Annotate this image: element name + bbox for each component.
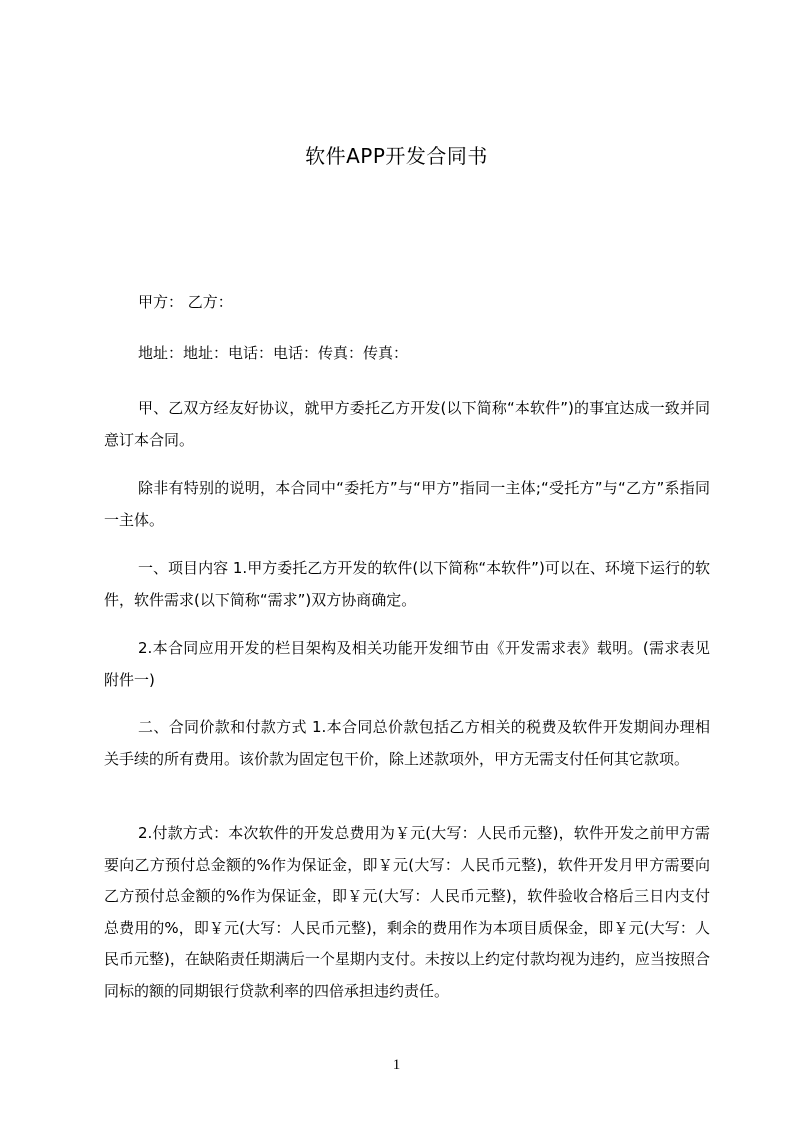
parties-line: 甲方： 乙方： xyxy=(138,293,233,311)
page-number: 1 xyxy=(392,1057,401,1073)
intro-paragraph: 甲、乙双方经友好协议，就甲方委托乙方开发(以下简称“本软件”)的事宜达成一致并同意订本合同。 xyxy=(104,399,710,449)
clause-payment-method: 2.付款方式：本次软件的开发总费用为￥元(大写：人民币元整)，软件开发之前甲方需要向乙方预付总金额的%作为保证金，即￥元(大写：人民币元整)，软件开发月甲方需要向乙方预付总金额的%作为保证金，即￥元(大写：人民币元整)，软件验收合格后三日内支付总费用的%，即￥元(大写：人民币元整)，剩余的费用作为本项目质保金，即￥元(大写：人民币元整)，在缺陷责任期满后一个星期内支付。未按以上约定付款均视为违约，应当按照合同标的额的同期银行贷款利率的四倍承担违约责任。 xyxy=(104,824,710,1000)
clause-development-details: 2.本合同应用开发的栏目架构及相关功能开发细节由《开发需求表》载明。(需求表见附件一) xyxy=(104,639,710,689)
document-title: 软件APP开发合同书 xyxy=(305,144,488,168)
section-project-content: 一、项目内容 1.甲方委托乙方开发的软件(以下简称“本软件”)可以在、环境下运行的软件，软件需求(以下简称“需求”)双方协商确定。 xyxy=(104,559,710,609)
definitions-paragraph: 除非有特别的说明，本合同中“委托方”与“甲方”指同一主体;“受托方”与“乙方”系指同一主体。 xyxy=(104,479,710,529)
section-contract-price: 二、合同价款和付款方式 1.本合同总价款包括乙方相关的税费及软件开发期间办理相关手续的所有费用。该价款为固定包干价，除上述款项外，甲方无需支付任何其它款项。 xyxy=(104,718,710,768)
contact-line: 地址：地址：电话：电话：传真：传真： xyxy=(138,344,409,362)
